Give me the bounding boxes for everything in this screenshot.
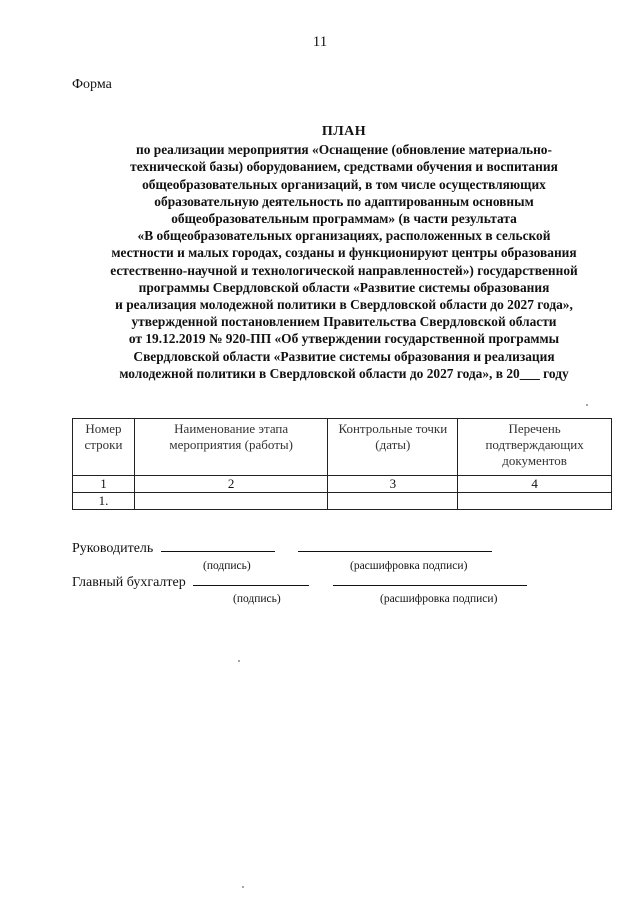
document-title	[70, 123, 618, 382]
scan-speck	[586, 404, 588, 406]
title-line: «В общеобразовательных организациях, расположенных в сельской	[137, 228, 551, 244]
title-line: по реализации мероприятия «Оснащение (обновление материально-	[136, 142, 552, 158]
title-line: общеобразовательных организаций, в том числе осуществляющих	[142, 176, 546, 192]
title-line: Свердловской области «Развитие системы образования и реализация	[133, 348, 555, 364]
title-line: программы Свердловской области «Развитие системы образования	[138, 279, 550, 295]
title-line: технической базы) оборудованием, средствами обучения и воспитания	[130, 159, 558, 175]
header-row-number: Номер строки	[73, 419, 135, 476]
head-signature-caption: (подпись)	[203, 560, 251, 572]
head-label: Руководитель	[72, 541, 154, 556]
accountant-signature-row	[72, 575, 527, 591]
title-line: образовательную деятельность по адаптированным основным	[154, 193, 534, 209]
title-line: молодежной политики в Свердловской области до 2027 года», в 20___ году	[119, 365, 569, 381]
head-decoding-caption: (расшифровка подписи)	[350, 560, 468, 572]
title-line: утвержденной постановлением Правительства Свердловской области	[131, 314, 557, 330]
plan-table	[72, 418, 612, 510]
accountant-signature-line	[193, 585, 309, 586]
title-line: и реализация молодежной политики в Свердловской области до 2027 года»,	[115, 297, 573, 313]
accountant-decoding-line	[333, 585, 527, 586]
header-documents: Перечень подтверждающих документов	[458, 419, 612, 476]
scan-speck	[242, 886, 244, 888]
table-cell: 2	[134, 476, 328, 493]
title-heading: ПЛАН	[321, 124, 367, 139]
head-decoding-line	[298, 551, 492, 552]
table-cell	[328, 493, 458, 510]
header-stage-name: Наименование этапа мероприятия (работы)	[134, 419, 328, 476]
table-row	[73, 476, 612, 493]
table-row	[73, 493, 612, 510]
form-label: Форма	[72, 77, 112, 92]
header-control-points: Контрольные точки (даты)	[328, 419, 458, 476]
title-line: от 19.12.2019 № 920-ПП «Об утверждении государственной программы	[128, 331, 560, 347]
scan-speck	[238, 660, 240, 662]
page-number: 11	[312, 34, 328, 50]
table-cell	[134, 493, 328, 510]
title-line: общеобразовательным программам» (в части результата	[171, 211, 517, 227]
accountant-signature-caption: (подпись)	[233, 593, 281, 605]
head-signature-row	[72, 541, 492, 557]
accountant-label: Главный бухгалтер	[72, 575, 186, 590]
table-cell: 1.	[73, 493, 135, 510]
table-cell: 4	[458, 476, 612, 493]
table-header-row	[73, 419, 612, 476]
head-signature-line	[161, 551, 275, 552]
accountant-decoding-caption: (расшифровка подписи)	[380, 593, 498, 605]
table-cell: 3	[328, 476, 458, 493]
table-cell: 1	[73, 476, 135, 493]
title-line: местности и малых городах, созданы и функционируют центры образования	[111, 245, 577, 261]
title-line: естественно-научной и технологической направленностей») государственной	[110, 262, 578, 278]
table-cell	[458, 493, 612, 510]
